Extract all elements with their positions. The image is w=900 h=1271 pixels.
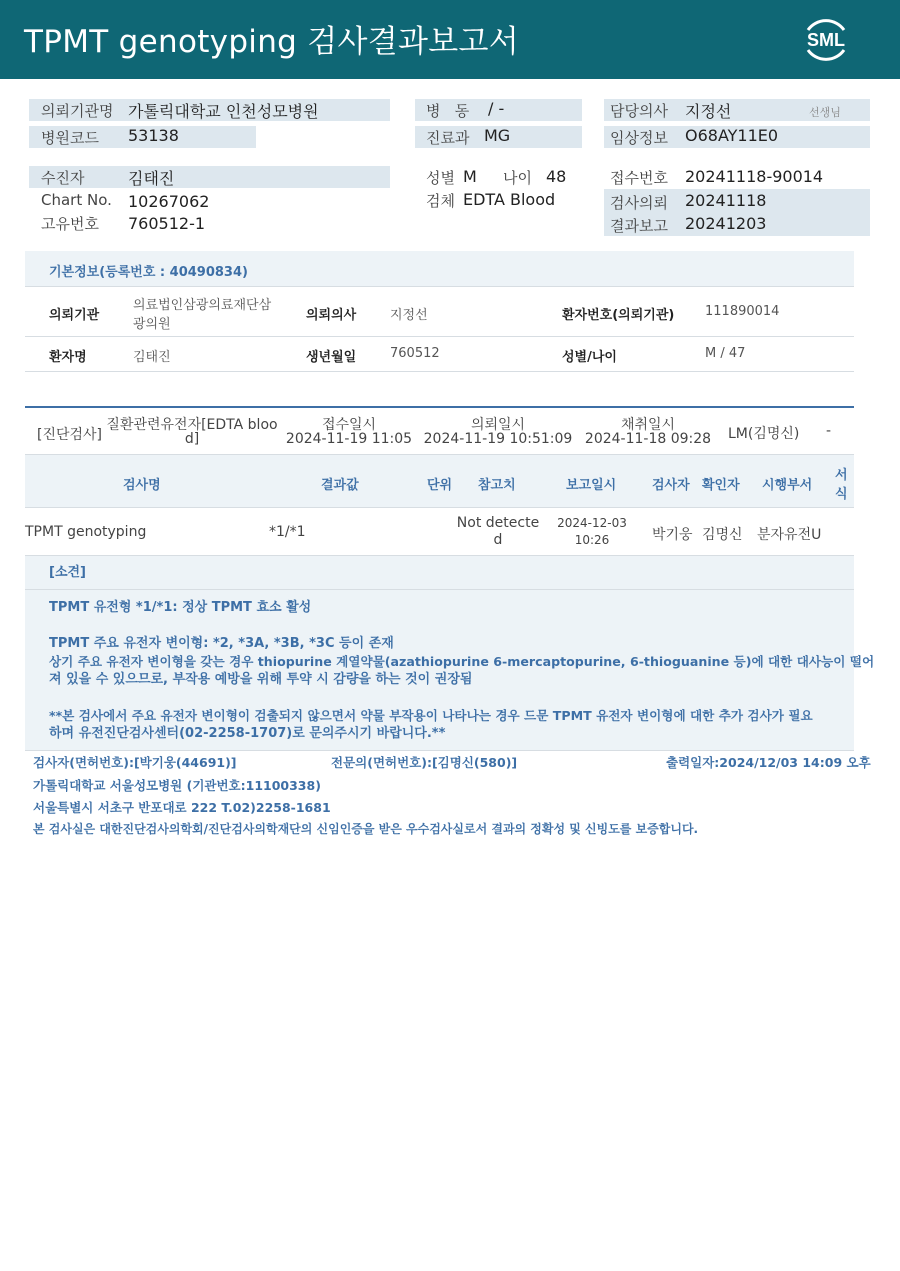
test-request-value: 20241118 <box>685 191 767 210</box>
diag-collect-label: 채취일시 <box>620 417 676 433</box>
age-label: 나이 <box>503 169 532 187</box>
basic-doctor-value: 지정선 <box>390 308 428 323</box>
col-report-time: 보고일시 <box>566 478 617 493</box>
sex-label: 성별 <box>426 169 455 187</box>
diag-test-1: 질환관련유전자[EDTA bloo <box>106 417 278 433</box>
basic-name-value: 김태진 <box>133 350 171 365</box>
chart-no-value: 10267062 <box>128 192 210 211</box>
unique-no-label: 고유번호 <box>41 215 99 233</box>
ward-label: 병 동 <box>426 102 470 120</box>
age-value: 48 <box>546 167 567 186</box>
specimen-label: 검체 <box>426 192 455 210</box>
diag-receipt-label: 접수일시 <box>321 417 377 433</box>
diag-lm: LM(김명신) <box>728 426 800 442</box>
col-result: 결과값 <box>321 478 359 493</box>
row-reference-1: Not detecte <box>456 515 540 531</box>
col-unit: 단위 <box>427 478 453 493</box>
row-report-date: 2024-12-03 <box>557 516 627 530</box>
divider <box>25 371 854 372</box>
row-reference-2: d <box>493 532 503 548</box>
footer-specialist: 전문의(면허번호):[김명신(580)] <box>331 755 518 770</box>
receipt-no-label: 접수번호 <box>610 169 668 187</box>
specimen-value: EDTA Blood <box>463 190 556 209</box>
row-dept: 분자유전U <box>757 527 822 543</box>
sml-logo <box>798 12 854 66</box>
divider <box>25 286 854 287</box>
basic-info-heading: 기본정보(등록번호 : 40490834) <box>49 265 248 280</box>
basic-sexage-value: M / 47 <box>705 346 746 361</box>
diag-test-2: d] <box>184 431 200 447</box>
diag-receipt-value: 2024-11-19 11:05 <box>285 431 413 447</box>
col-dept: 시행부서 <box>762 478 813 493</box>
basic-name-label: 환자명 <box>49 350 87 365</box>
findings-line-6: 하며 유전진단검사센터(02-2258-1707)로 문의주시기 바랍니다.** <box>49 726 446 741</box>
col-test-name: 검사명 <box>123 478 161 493</box>
basic-dob-value: 760512 <box>390 346 440 361</box>
divider <box>25 507 854 508</box>
footer-print-date: 출력일자:2024/12/03 14:09 오후 <box>666 755 871 770</box>
basic-sexage-label: 성별/나이 <box>562 350 617 365</box>
receipt-no-value: 20241118-90014 <box>685 167 824 186</box>
divider <box>25 336 854 337</box>
divider <box>25 589 854 590</box>
diag-dash: - <box>826 423 832 439</box>
footer-tester: 검사자(면허번호):[박기웅(44691)] <box>33 755 237 770</box>
report-title: TPMT genotyping 검사결과보고서 <box>24 24 520 60</box>
hospital-code-label: 병원코드 <box>41 129 99 147</box>
col-form-2: 식 <box>835 487 848 502</box>
findings-heading: [소견] <box>49 565 86 580</box>
unique-no-value: 760512-1 <box>128 214 206 233</box>
diag-request-value: 2024-11-19 10:51:09 <box>423 431 573 447</box>
doctor-label: 담당의사 <box>610 102 668 120</box>
doctor-title: 선생님 <box>809 106 841 119</box>
footer-hospital: 가톨릭대학교 서울성모병원 (기관번호:11100338) <box>33 778 321 793</box>
patient-label: 수진자 <box>41 169 85 187</box>
row-confirmer: 김명신 <box>702 527 743 543</box>
col-confirmer: 확인자 <box>702 478 740 493</box>
institution-label: 의뢰기관명 <box>41 102 114 120</box>
clinical-info-label: 임상정보 <box>610 129 668 147</box>
clinical-info-value: O68AY11E0 <box>685 126 779 145</box>
divider <box>25 750 854 751</box>
patient-value: 김태진 <box>128 169 175 188</box>
findings-line-1: TPMT 유전형 *1/*1: 정상 TPMT 효소 활성 <box>49 600 312 615</box>
footer-certification: 본 검사실은 대한진단검사의학회/진단검사의학재단의 신임인증을 받은 우수검사실로서 결과의 정확성 및 신빙도를 보증합니다. <box>33 822 699 836</box>
logo-text: SML <box>807 30 845 50</box>
result-report-label: 결과보고 <box>610 217 668 235</box>
doctor-value: 지정선 <box>685 102 732 121</box>
department-value: MG <box>484 126 511 145</box>
ward-value: / - <box>488 99 505 118</box>
basic-inst-value-1: 의료법인삼광의료재단삼 <box>133 298 272 313</box>
row-tester: 박기웅 <box>652 527 693 543</box>
col-reference: 참고치 <box>478 478 516 493</box>
department-label: 진료과 <box>426 129 470 147</box>
chart-no-label: Chart No. <box>41 191 112 209</box>
diag-category: [진단검사] <box>37 427 103 443</box>
col-tester: 검사자 <box>652 478 690 493</box>
diag-collect-value: 2024-11-18 09:28 <box>584 431 712 447</box>
sex-value: M <box>463 167 477 186</box>
basic-doctor-label: 의뢰의사 <box>306 308 357 323</box>
findings-line-3: 상기 주요 유전자 변이형을 갖는 경우 thiopurine 계열약물(azathiopurine 6-mercaptopurine, 6-thioguanine 등)에 대한 대사능이 떨어 <box>49 654 875 669</box>
footer-address: 서울특별시 서초구 반포대로 222 T.02)2258-1681 <box>33 800 331 815</box>
basic-patient-no-label: 환자번호(의뢰기관) <box>562 308 675 323</box>
diag-request-label: 의뢰일시 <box>470 417 526 433</box>
basic-inst-value-2: 광의원 <box>133 317 171 332</box>
basic-inst-label: 의뢰기관 <box>49 308 100 323</box>
findings-line-4: 져 있을 수 있으므로, 부작용 예방을 위해 투약 시 감량을 하는 것이 권장됨 <box>49 672 473 687</box>
basic-patient-no-value: 111890014 <box>705 304 780 319</box>
hospital-code-value: 53138 <box>128 126 179 145</box>
row-report-time: 10:26 <box>574 533 610 547</box>
row-result: *1/*1 <box>269 524 306 540</box>
basic-dob-label: 생년월일 <box>306 350 357 365</box>
row-test-name: TPMT genotyping <box>25 524 147 540</box>
test-request-label: 검사의뢰 <box>610 194 668 212</box>
col-form-1: 서 <box>835 468 848 483</box>
findings-line-2: TPMT 주요 유전자 변이형: *2, *3A, *3B, *3C 등이 존재 <box>49 636 394 651</box>
section-rule <box>25 406 854 408</box>
institution-value: 가톨릭대학교 인천성모병원 <box>128 102 319 121</box>
result-report-value: 20241203 <box>685 214 767 233</box>
findings-line-5: **본 검사에서 주요 유전자 변이형이 검출되지 않으면서 약물 부작용이 나타나는 경우 드문 TPMT 유전자 변이형에 대한 추가 검사가 필요 <box>49 708 813 723</box>
